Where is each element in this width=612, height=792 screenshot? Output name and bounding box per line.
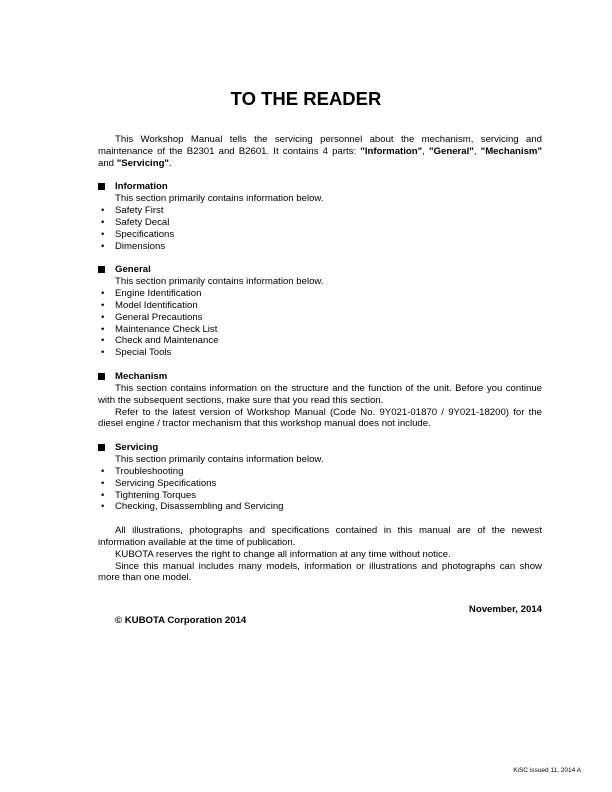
section-lead: This section primarily contains information below.: [115, 454, 324, 466]
bullet-icon: •: [101, 288, 105, 300]
bullet-list: [98, 466, 542, 513]
list-item: [98, 288, 542, 300]
list-item-text: Special Tools: [115, 347, 172, 359]
list-item: [98, 229, 542, 241]
section-mechanism: [98, 371, 542, 430]
list-item-text: Troubleshooting: [115, 465, 184, 477]
square-bullet-icon: [98, 444, 105, 451]
list-item-text: Check and Maintenance: [115, 335, 219, 347]
mechanism-paragraph: This section contains information on the structure and the function of the unit. Before you continue with the subsequent sections, make sure that you read this section.: [98, 382, 542, 406]
bullet-icon: •: [101, 477, 105, 489]
section-servicing: [98, 442, 542, 513]
closing-paragraph: Since this manual includes many models, information or illustrations and photographs can show more than one model.: [98, 560, 542, 584]
document-body: [98, 134, 542, 584]
list-item-text: Dimensions: [115, 240, 166, 252]
section-information: [98, 181, 542, 252]
intro-text: This Workshop Manual tells the servicing personnel about the mechanism, servicing and maintenance of the B2301 and B2601. It contains 4 parts:: [98, 134, 542, 157]
list-item: [98, 347, 542, 359]
list-item: [98, 312, 542, 324]
closing-paragraph: All illustrations, photographs and specifications contained in this manual are of the newest information available at the time of publication.: [98, 525, 542, 548]
list-item-text: General Precautions: [115, 311, 203, 323]
list-item-text: Engine Identification: [115, 288, 202, 300]
list-item: [98, 324, 542, 336]
intro-part-information: "Information": [360, 145, 423, 157]
section-heading-text: Information: [115, 181, 168, 193]
list-item-text: Tightening Torques: [115, 489, 197, 501]
list-item: [98, 335, 542, 347]
list-item-text: Maintenance Check List: [115, 323, 218, 335]
bullet-list: [98, 205, 542, 252]
bullet-icon: •: [101, 347, 105, 359]
list-item-text: Model Identification: [115, 299, 198, 311]
intro-part-mechanism: "Mechanism": [480, 145, 542, 157]
section-heading: [98, 371, 542, 383]
intro-end: .: [168, 157, 172, 169]
list-item-text: Checking, Disassembling and Servicing: [115, 501, 284, 513]
intro-separator: ,: [422, 145, 429, 157]
section-general: [98, 264, 542, 359]
publication-date: November, 2014: [468, 604, 542, 615]
intro-paragraph: [98, 134, 542, 169]
bullet-icon: •: [101, 216, 105, 228]
footer-issue-code: KiSC issued 11, 2014 A: [513, 767, 581, 774]
section-heading-text: Mechanism: [115, 370, 168, 382]
bullet-icon: •: [101, 311, 105, 323]
mechanism-paragraph: Refer to the latest version of Workshop Manual (Code No. 9Y021-01870 / 9Y021-18200) for the diesel engine / tractor mechanism that this workshop manual does not include.: [98, 406, 542, 430]
bullet-icon: •: [101, 335, 105, 347]
bullet-icon: •: [101, 489, 105, 501]
intro-separator: and: [98, 157, 117, 169]
section-heading-text: Servicing: [115, 442, 159, 454]
section-heading-text: General: [115, 264, 151, 276]
list-item-text: Servicing Specifications: [115, 477, 217, 489]
section-lead: This section primarily contains information below.: [115, 276, 324, 288]
section-heading: [98, 264, 542, 276]
bullet-icon: •: [101, 228, 105, 240]
bullet-icon: •: [101, 465, 105, 477]
square-bullet-icon: [98, 266, 105, 273]
list-item-text: Safety Decal: [115, 216, 170, 228]
list-item: [98, 501, 542, 513]
page-title: TO THE READER: [230, 88, 382, 109]
bullet-list: [98, 288, 542, 359]
intro-part-servicing: "Servicing": [116, 157, 169, 169]
square-bullet-icon: [98, 183, 105, 190]
list-item: [98, 205, 542, 217]
bullet-icon: •: [101, 205, 105, 217]
list-item: [98, 490, 542, 502]
list-item: [98, 300, 542, 312]
list-item-text: Safety First: [115, 205, 164, 217]
list-item: [98, 478, 542, 490]
list-item-text: Specifications: [115, 228, 175, 240]
square-bullet-icon: [98, 373, 105, 380]
list-item: [98, 217, 542, 229]
section-heading: [98, 181, 542, 193]
intro-separator: ,: [473, 145, 481, 157]
bullet-icon: •: [101, 299, 105, 311]
section-lead: This section primarily contains information below.: [115, 193, 324, 205]
intro-part-general: "General": [428, 145, 474, 157]
closing-paragraph: KUBOTA reserves the right to change all information at any time without notice.: [115, 548, 451, 560]
bullet-icon: •: [101, 323, 105, 335]
bullet-icon: •: [101, 240, 105, 252]
section-heading: [98, 442, 542, 454]
list-item: [98, 241, 542, 253]
copyright-notice: © KUBOTA Corporation 2014: [115, 615, 247, 626]
bullet-icon: •: [101, 501, 105, 513]
list-item: [98, 466, 542, 478]
